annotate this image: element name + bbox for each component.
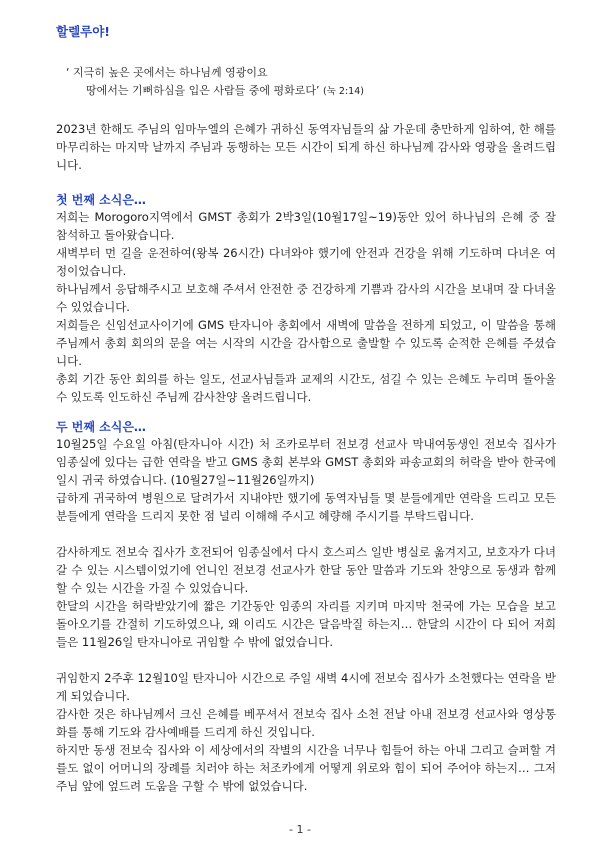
section-1-heading: 첫 번째 소식은… — [56, 193, 146, 207]
section-2-paragraph-6: 감사한 것은 하나님께서 크신 은혜를 베푸셔서 전보숙 집사 소천 전날 아내 전보경 선교사와 영상통화를 통해 기도와 감사예배를 드리게 하신 것입니다. — [56, 707, 556, 739]
scripture-verse — [66, 64, 364, 101]
page-number: - 1 - — [289, 823, 311, 836]
section-2-paragraph-3: 감사하게도 전보숙 집사가 호전되어 임종실에서 다시 호스피스 일반 병실로 옮겨지고, 보호자가 다녀갈 수 있는 시스템이었기에 언니인 전보경 선교사가 한달 동안 말씀과 기도와 찬양으로 동생과 함께 할 수 있는 시간을 가질 수 있었습니다. — [56, 545, 556, 595]
section-2-paragraph-2: 급하게 귀국하여 병원으로 달려가서 지내야만 했기에 동역자님들 몇 분들에게만 연락을 드리고 모든 분들에게 연락을 드리지 못한 점 널리 이해해 주시고 혜량해 주시기를 부탁드립니다. — [56, 491, 556, 523]
section-2-paragraph-7: 하지만 동생 전보숙 집사와 이 세상에서의 작별의 시간을 너무나 힘들어 하는 아내 그리고 슬퍼할 겨를도 없이 어머니의 장례를 치러야 하는 처조카에게 어떻게 위로와 힘이 되어 주어야 하는지… 그저 주님 앞에 엎드려 도움을 구할 수 밖에 없었습니다. — [56, 743, 556, 793]
section-1-paragraph-3: 하나님께서 응답해주시고 보호해 주셔서 안전한 중 건강하게 기쁨과 감사의 시간을 보내며 잘 다녀올 수 있었습니다. — [56, 282, 556, 314]
section-1-paragraph-2: 새벽부터 먼 길을 운전하여(왕복 26시간) 다녀와야 했기에 안전과 건강을 위해 기도하며 다녀온 여정이었습니다. — [56, 246, 556, 278]
verse-reference: (눅 2:14) — [323, 86, 364, 97]
section-1-paragraph-5: 총회 기간 동안 회의를 하는 일도, 선교사님들과 교제의 시간도, 섬길 수 있는 은혜도 누리며 돌아올 수 있도록 인도하신 주님께 감사찬양 올려드립니다. — [56, 372, 556, 404]
intro-paragraph: 2023년 한해도 주님의 임마누엘의 은혜가 귀하신 동역자님들의 삶 가운데 충만하게 임하여, 한 해를 마무리하는 마지막 날까지 주님과 동행하는 모든 시간이 되게 하신 하나님께 감사와 영광을 올려드립니다. — [56, 122, 556, 172]
greeting: 할렐루야! — [56, 24, 111, 39]
verse-line-2: 땅에서는 기뻐하심을 입은 사람들 중에 평화로다’ — [86, 84, 320, 97]
section-1-paragraph-1: 저희는 Morogoro지역에서 GMST 총회가 2박3일(10월17일~19)동안 있어 하나님의 은혜 중 잘 참석하고 돌아왔습니다. — [56, 210, 556, 242]
section-2-paragraph-5: 귀임한지 2주후 12월10일 탄자니아 시간으로 주일 새벽 4시에 전보숙 집사가 소천했다는 연락을 받게 되었습니다. — [56, 671, 556, 703]
section-1-paragraph-4: 저희들은 신임선교사이기에 GMS 탄자니아 총회에서 새벽에 말씀을 전하게 되었고, 이 말씀을 통해 주님께서 총회 회의의 문을 여는 시작의 시간을 감사함으로 출발할 수 있도록 순적한 은혜를 주셨습니다. — [56, 318, 556, 368]
verse-line-1: ‘ 지극히 높은 곳에서는 하나님께 영광이요 — [66, 66, 268, 79]
section-2-heading: 두 번째 소식은… — [56, 420, 146, 434]
verse-line-2-wrap — [66, 82, 364, 101]
section-2-paragraph-4: 한달의 시간을 허락받았기에 짧은 기간동안 임종의 자리를 지키며 마지막 천국에 가는 모습을 보고 돌아오기를 간절히 기도하였으나, 왜 이리도 시간은 달음박질 하는지… 한달의 시간이 다 되어 저희들은 11월26일 탄자니아로 귀임할 수 밖에 없었습니다. — [56, 599, 556, 649]
section-2-paragraph-1: 10월25일 수요일 아침(탄자니아 시간) 처 조카로부터 전보경 선교사 막내여동생인 전보숙 집사가 임종실에 있다는 급한 연락을 받고 GMS 총회 본부와 GMST 총회와 파송교회의 허락을 받아 한국에 일시 귀국 하였습니다. (10월27일~11월26일까지) — [56, 437, 556, 487]
